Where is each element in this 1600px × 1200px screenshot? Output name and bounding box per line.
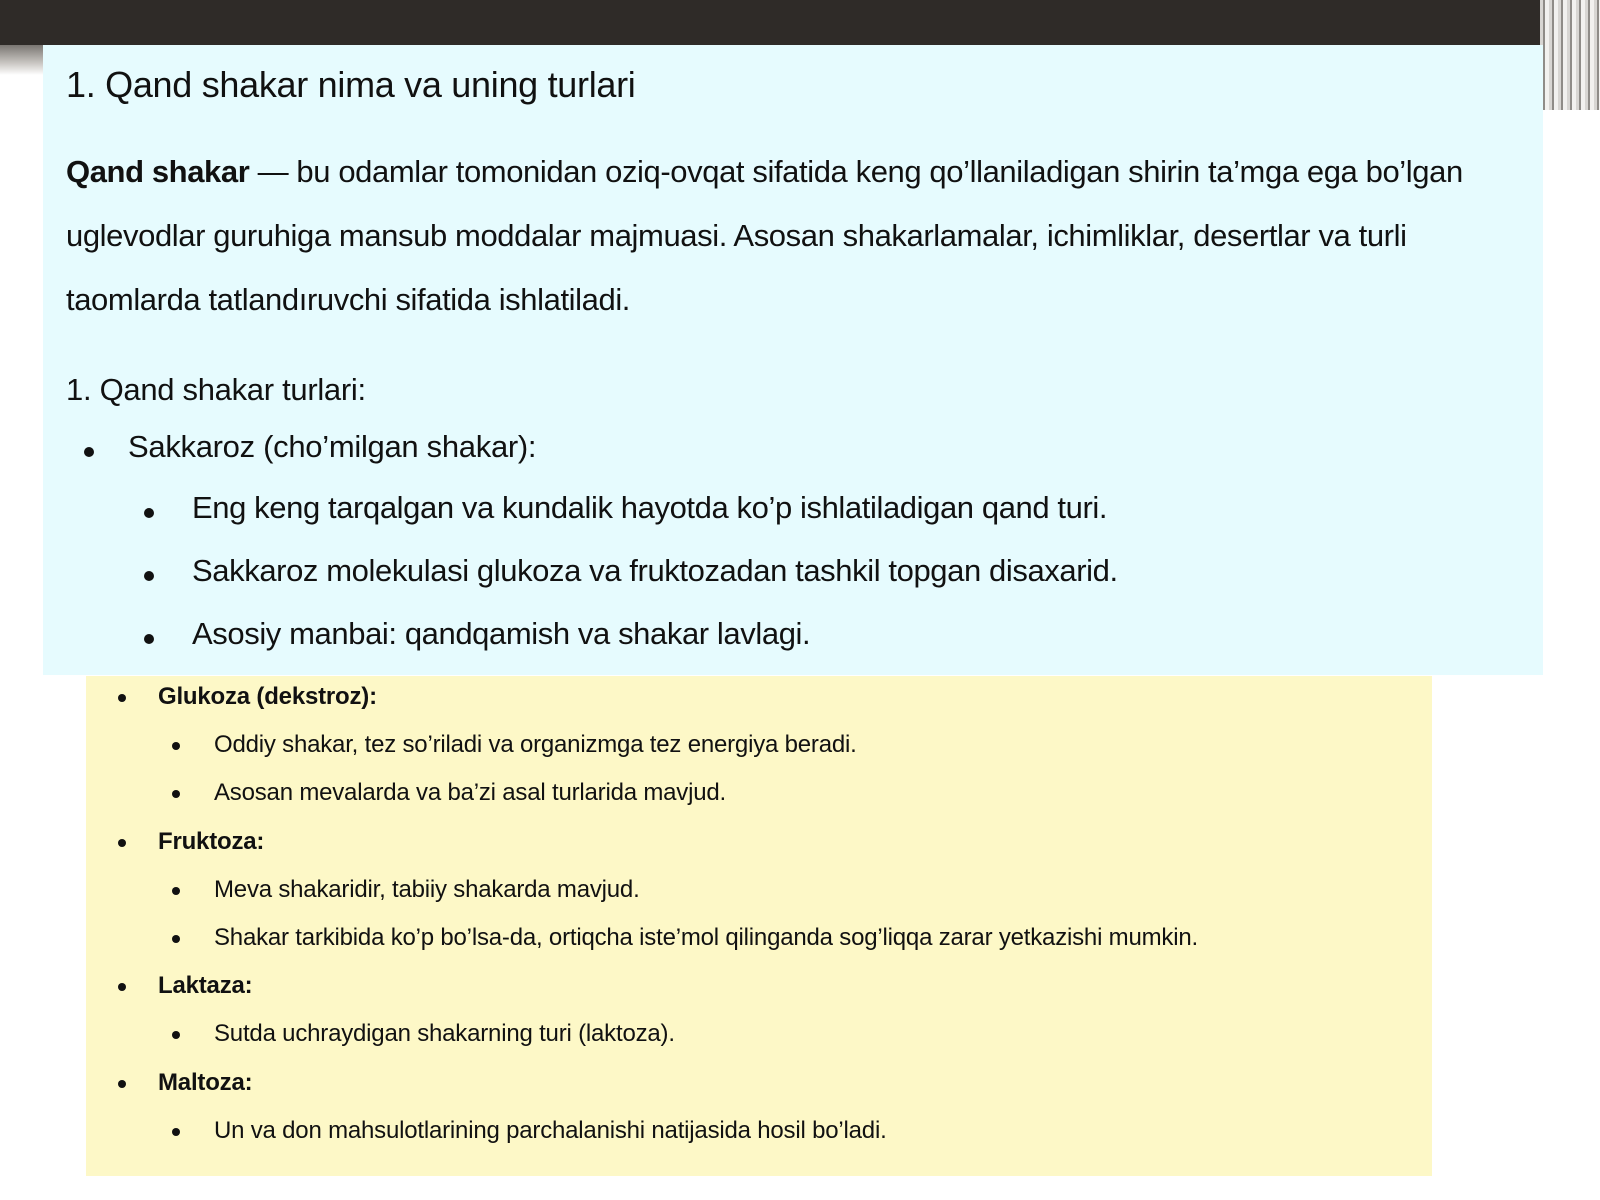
bullet-icon — [144, 571, 154, 581]
intro-paragraph — [66, 140, 1536, 332]
intro-term: Qand shakar — [66, 154, 250, 189]
bullet-icon — [172, 887, 180, 895]
bullet-icon — [172, 935, 180, 943]
list-item — [192, 616, 810, 652]
list-item — [214, 924, 1198, 952]
list-item-text: Oddiy shakar, tez so’riladi va organizmga tez energiya beradi. — [214, 731, 857, 758]
slide-title: 1. Qand shakar nima va uning turlari — [66, 64, 636, 105]
list-item-label: Sakkaroz (cho’milgan shakar): — [128, 429, 537, 464]
slide-top-bar — [0, 0, 1600, 45]
list-item-laktaza — [158, 972, 252, 1000]
bullet-icon — [172, 1031, 180, 1039]
bullet-icon — [144, 508, 154, 518]
list-item — [214, 731, 857, 759]
list-item-sakkaroz — [128, 429, 536, 465]
list-item — [214, 876, 640, 904]
list-item-text: Eng keng tarqalgan va kundalik hayotda ko’p ishlatiladigan qand turi. — [192, 490, 1108, 525]
bullet-icon — [118, 694, 126, 702]
list-item-label: Fruktoza: — [158, 828, 265, 855]
bullet-icon — [144, 634, 154, 644]
decorative-stripes — [1540, 0, 1600, 110]
list-item-text: Un va don mahsulotlarining parchalanishi natijasida hosil bo’ladi. — [214, 1117, 887, 1144]
list-item-text: Sakkaroz molekulasi glukoza va fruktozadan tashkil topgan disaxarid. — [192, 553, 1118, 588]
list-item — [214, 779, 726, 807]
bullet-icon — [172, 1128, 180, 1136]
bullet-icon — [172, 742, 180, 750]
bullet-icon — [118, 983, 126, 991]
list-item-glukoza — [158, 683, 377, 711]
list-item-label: Glukoza (dekstroz): — [158, 683, 377, 710]
list-item — [214, 1117, 887, 1145]
list-item-text: Meva shakaridir, tabiiy shakarda mavjud. — [214, 876, 640, 903]
bullet-icon — [118, 839, 126, 847]
list-item-label: Maltoza: — [158, 1069, 253, 1096]
bullet-icon — [118, 1080, 126, 1088]
list-item-label: Laktaza: — [158, 972, 253, 999]
list-item-text: Shakar tarkibida ko’p bo’lsa-da, ortiqcha iste’mol qilinganda sog’liqqa zarar yetkazishi mumkin. — [214, 924, 1198, 951]
list-item-text: Sutda uchraydigan shakarning turi (laktoza). — [214, 1020, 675, 1047]
list-item — [192, 490, 1107, 526]
list-item-text: Asosiy manbai: qandqamish va shakar lavlagi. — [192, 616, 811, 651]
bullet-icon — [84, 447, 94, 457]
list-item-text: Asosan mevalarda va ba’zi asal turlarida mavjud. — [214, 779, 726, 806]
bullet-icon — [172, 790, 180, 798]
list-item — [214, 1020, 675, 1048]
list-item-maltoza — [158, 1069, 252, 1097]
intro-text: — bu odamlar tomonidan oziq-ovqat sifatida keng qo’llaniladigan shirin ta’mga ega bo’lgan uglevodlar guruhiga mansub moddalar majmuasi. Asosan shakarlamalar, ichimliklar, desertlar va turli taomlarda tatlandıruvchi sifatida ishlatiladi. — [66, 154, 1463, 317]
types-subheading: 1. Qand shakar turlari: — [66, 372, 366, 407]
list-item-fruktoza — [158, 828, 264, 856]
list-item — [192, 553, 1118, 589]
